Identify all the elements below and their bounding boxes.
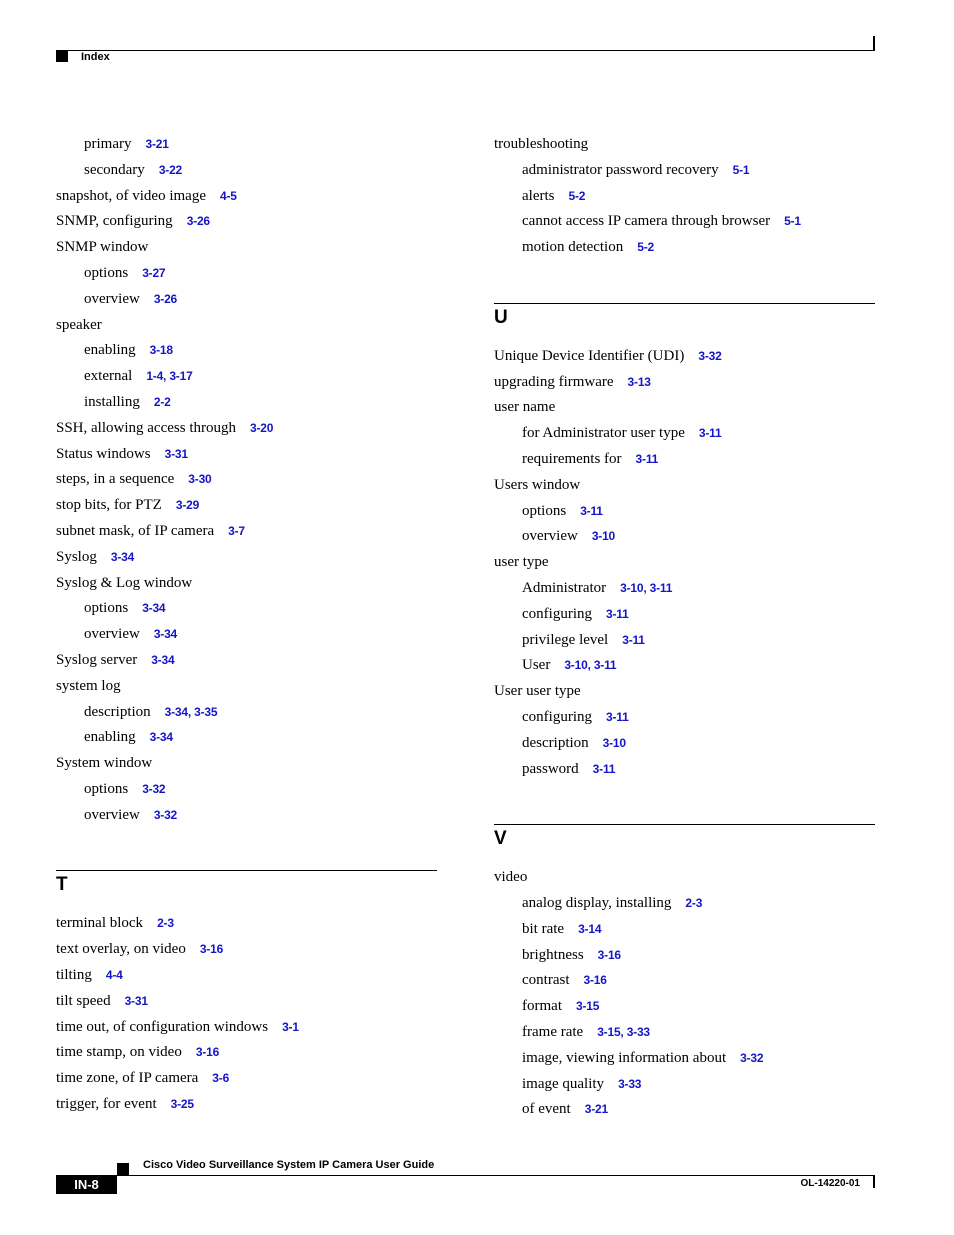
index-entry bbox=[56, 235, 437, 261]
page-reference-link[interactable]: 3-34 bbox=[142, 601, 166, 616]
index-term: SSH, allowing access through bbox=[56, 419, 236, 436]
index-term: of event bbox=[522, 1101, 571, 1118]
index-subentry bbox=[494, 602, 875, 628]
index-term: cannot access IP camera through browser bbox=[522, 213, 771, 230]
index-term: time out, of configuration windows bbox=[56, 1018, 269, 1035]
index-entry bbox=[56, 416, 437, 442]
page-reference-link[interactable]: 3-10, 3-11 bbox=[564, 658, 617, 673]
index-subentry bbox=[494, 1097, 875, 1123]
index-subentry bbox=[494, 994, 875, 1020]
index-subentry bbox=[494, 158, 875, 184]
page-reference-link[interactable]: 3-20 bbox=[249, 420, 274, 435]
index-term: image, viewing information about bbox=[522, 1049, 727, 1066]
page-reference-link[interactable]: 2-2 bbox=[153, 394, 171, 409]
index-entry bbox=[56, 571, 437, 597]
index-term: steps, in a sequence bbox=[56, 471, 175, 488]
index-term: secondary bbox=[84, 161, 145, 178]
index-term: options bbox=[522, 502, 567, 519]
index-entry bbox=[494, 865, 875, 891]
index-term: speaker bbox=[56, 316, 102, 333]
index-subentry bbox=[56, 261, 437, 287]
header-marker bbox=[56, 50, 68, 62]
index-subentry bbox=[56, 132, 437, 158]
section-gap bbox=[56, 829, 437, 855]
index-term: options bbox=[84, 780, 129, 797]
index-term: configuring bbox=[522, 708, 592, 725]
index-term: Status windows bbox=[56, 445, 151, 462]
page-reference-link[interactable]: 3-11 bbox=[592, 761, 616, 776]
page-reference-link[interactable]: 3-30 bbox=[188, 472, 212, 487]
index-term: subnet mask, of IP camera bbox=[56, 522, 215, 539]
page-reference-link[interactable]: 3-7 bbox=[228, 523, 245, 538]
page-reference-link[interactable]: 3-6 bbox=[212, 1071, 230, 1086]
footer-guide-title: Cisco Video Surveillance System IP Camera User Guide bbox=[143, 1159, 435, 1171]
page-reference-link[interactable]: 5-1 bbox=[732, 162, 750, 177]
index-term: administrator password recovery bbox=[522, 161, 719, 178]
index-term: enabling bbox=[84, 342, 136, 359]
footer-marker bbox=[117, 1163, 129, 1175]
index-entry bbox=[56, 545, 437, 571]
page-reference-link[interactable]: 3-11 bbox=[635, 451, 659, 466]
index-term: tilt speed bbox=[56, 992, 111, 1009]
index-entry bbox=[56, 313, 437, 339]
index-entry bbox=[56, 911, 437, 937]
index-term: Syslog bbox=[56, 548, 97, 565]
index-subentry bbox=[494, 576, 875, 602]
index-term: Administrator bbox=[522, 579, 607, 596]
index-entry bbox=[494, 344, 875, 370]
index-term: upgrading firmware bbox=[494, 373, 614, 390]
index-entry bbox=[56, 989, 437, 1015]
index-entry bbox=[494, 679, 875, 705]
index-entry bbox=[56, 184, 437, 210]
index-term: privilege level bbox=[522, 631, 609, 648]
header-rule bbox=[56, 50, 875, 51]
index-subentry bbox=[494, 917, 875, 943]
page-reference-link[interactable]: 3-34 bbox=[153, 627, 178, 642]
index-term: user type bbox=[494, 554, 549, 571]
index-term: Users window bbox=[494, 476, 581, 493]
index-term: for Administrator user type bbox=[522, 425, 685, 442]
section-gap bbox=[494, 261, 875, 287]
index-subentry bbox=[494, 499, 875, 525]
index-term: User user type bbox=[494, 683, 581, 700]
footer-page-number: IN-8 bbox=[56, 1175, 117, 1194]
page-reference-link[interactable]: 3-32 bbox=[698, 348, 722, 363]
index-subentry bbox=[494, 653, 875, 679]
index-term: troubleshooting bbox=[494, 136, 589, 152]
page-reference-link[interactable]: 3-25 bbox=[170, 1096, 194, 1111]
page-reference-link[interactable]: 1-4, 3-17 bbox=[146, 369, 193, 384]
index-column-right bbox=[494, 132, 875, 1123]
running-header: Index bbox=[81, 51, 110, 63]
index-term: Syslog server bbox=[56, 651, 138, 668]
index-entry bbox=[494, 395, 875, 421]
index-term: format bbox=[522, 998, 562, 1015]
index-entry bbox=[56, 674, 437, 700]
page-reference-link[interactable]: 3-15 bbox=[575, 999, 600, 1014]
index-entry bbox=[56, 648, 437, 674]
page-reference-link[interactable]: 3-26 bbox=[153, 291, 178, 306]
index-term: options bbox=[84, 600, 129, 617]
footer-rule-tick bbox=[873, 1175, 875, 1188]
index-subentry bbox=[494, 705, 875, 731]
index-subentry bbox=[494, 1072, 875, 1098]
index-subentry bbox=[56, 158, 437, 184]
section-letter-heading: V bbox=[494, 828, 507, 850]
index-term: SNMP, configuring bbox=[56, 213, 173, 230]
index-term: snapshot, of video image bbox=[56, 187, 206, 204]
index-entry bbox=[56, 1066, 437, 1092]
index-term: overview bbox=[522, 528, 578, 545]
index-term: text overlay, on video bbox=[56, 941, 186, 958]
page-reference-link[interactable]: 3-11 bbox=[605, 606, 629, 621]
index-entry bbox=[56, 519, 437, 545]
index-entry bbox=[56, 963, 437, 989]
section-letter-heading: T bbox=[56, 874, 68, 896]
page-reference-link[interactable]: 3-16 bbox=[199, 942, 224, 957]
section-entries bbox=[56, 903, 437, 1117]
page-reference-link[interactable]: 4-4 bbox=[105, 967, 123, 982]
page-reference-link[interactable]: 3-29 bbox=[175, 498, 200, 513]
page-reference-link[interactable]: 3-18 bbox=[149, 343, 173, 358]
page-reference-link[interactable]: 3-22 bbox=[158, 162, 183, 177]
page-reference-link[interactable]: 3-34, 3-35 bbox=[164, 704, 218, 719]
index-entry bbox=[494, 370, 875, 396]
page-reference-link[interactable]: 3-10, 3-11 bbox=[620, 580, 673, 595]
index-column-left bbox=[56, 132, 437, 1118]
index-term: brightness bbox=[522, 946, 584, 963]
index-term: configuring bbox=[522, 605, 592, 622]
page-reference-link[interactable]: 3-13 bbox=[627, 374, 651, 389]
page-reference-link[interactable]: 3-34 bbox=[110, 549, 135, 564]
index-term: options bbox=[84, 264, 129, 281]
index-subentry bbox=[494, 235, 875, 261]
index-entry bbox=[494, 550, 875, 576]
index-subentry bbox=[56, 700, 437, 726]
page-reference-link[interactable]: 3-21 bbox=[145, 137, 169, 151]
index-term: frame rate bbox=[522, 1023, 584, 1040]
index-term: overview bbox=[84, 290, 140, 307]
index-subentry bbox=[494, 891, 875, 917]
index-subentry bbox=[494, 968, 875, 994]
index-subentry bbox=[56, 287, 437, 313]
page-reference-link[interactable]: 3-34 bbox=[149, 730, 173, 745]
index-subentry bbox=[56, 725, 437, 751]
index-term: Syslog & Log window bbox=[56, 574, 193, 591]
index-term: motion detection bbox=[522, 239, 624, 256]
index-subentry bbox=[494, 731, 875, 757]
index-term: password bbox=[522, 760, 579, 777]
index-term: System window bbox=[56, 755, 153, 772]
index-subentry bbox=[494, 421, 875, 447]
page-reference-link[interactable]: 3-11 bbox=[605, 709, 629, 724]
index-subentry bbox=[494, 1046, 875, 1072]
index-entry bbox=[56, 751, 437, 777]
index-term: user name bbox=[494, 399, 556, 416]
section-entries bbox=[494, 857, 875, 1123]
page-reference-link[interactable]: 3-1 bbox=[282, 1019, 299, 1034]
page-reference-link[interactable]: 3-11 bbox=[580, 503, 603, 518]
page-reference-link[interactable]: 3-10 bbox=[602, 735, 626, 750]
section-gap bbox=[494, 782, 875, 808]
index-term: description bbox=[84, 703, 151, 720]
page-reference-link[interactable]: 3-32 bbox=[740, 1050, 764, 1065]
header-rule-tick bbox=[873, 36, 875, 50]
index-term: enabling bbox=[84, 729, 136, 746]
index-term: overview bbox=[84, 626, 140, 643]
index-subentry bbox=[494, 757, 875, 783]
page-reference-link[interactable]: 3-21 bbox=[584, 1102, 608, 1117]
index-subentry bbox=[494, 943, 875, 969]
index-term: terminal block bbox=[56, 915, 144, 932]
index-term: installing bbox=[84, 393, 140, 410]
index-term: SNMP window bbox=[56, 239, 149, 256]
index-entry bbox=[56, 1040, 437, 1066]
index-subentry bbox=[56, 364, 437, 390]
page-reference-link[interactable]: 3-26 bbox=[186, 214, 210, 229]
page-reference-link[interactable]: 3-34 bbox=[151, 652, 175, 667]
index-entry bbox=[56, 1092, 437, 1118]
page-reference-link[interactable]: 3-10 bbox=[591, 529, 616, 544]
section-letter-heading: U bbox=[494, 306, 508, 328]
index-subentry bbox=[56, 390, 437, 416]
page-reference-link[interactable]: 4-5 bbox=[219, 188, 237, 203]
index-subentry bbox=[494, 209, 875, 235]
page-reference-link[interactable]: 3-32 bbox=[142, 781, 166, 796]
page-reference-link[interactable]: 3-16 bbox=[597, 947, 621, 962]
index-term: time zone, of IP camera bbox=[56, 1070, 199, 1087]
index-term: tilting bbox=[56, 966, 92, 983]
index-entry bbox=[56, 1015, 437, 1041]
index-entry bbox=[56, 209, 437, 235]
page-reference-link[interactable]: 3-15, 3-33 bbox=[597, 1024, 650, 1039]
page-reference-link[interactable]: 3-14 bbox=[578, 921, 602, 936]
page-reference-link[interactable]: 3-31 bbox=[124, 993, 148, 1008]
page-reference-link[interactable]: 3-16 bbox=[195, 1045, 220, 1060]
page-reference-link[interactable]: 3-16 bbox=[583, 973, 607, 988]
index-term: trigger, for event bbox=[56, 1095, 157, 1112]
index-subentry bbox=[494, 184, 875, 210]
index-term: Unique Device Identifier (UDI) bbox=[494, 347, 685, 364]
footer-rule bbox=[117, 1175, 875, 1176]
index-term: User bbox=[522, 657, 551, 674]
index-term: primary bbox=[84, 136, 132, 152]
index-subentry bbox=[56, 777, 437, 803]
index-subentry bbox=[56, 338, 437, 364]
index-term: bit rate bbox=[522, 920, 565, 937]
index-section bbox=[56, 870, 437, 1117]
index-term: alerts bbox=[522, 187, 555, 204]
page-reference-link[interactable]: 5-2 bbox=[568, 188, 586, 203]
index-entry bbox=[56, 937, 437, 963]
index-entry bbox=[494, 473, 875, 499]
page-reference-link[interactable]: 5-1 bbox=[784, 214, 801, 229]
page-reference-link[interactable]: 5-2 bbox=[637, 240, 654, 255]
page-reference-link[interactable]: 2-3 bbox=[157, 916, 174, 931]
index-term: analog display, installing bbox=[522, 894, 672, 911]
index-term: system log bbox=[56, 677, 121, 694]
page-reference-link[interactable]: 3-11 bbox=[698, 426, 722, 441]
index-subentry bbox=[56, 803, 437, 829]
page-reference-link[interactable]: 2-3 bbox=[685, 895, 703, 910]
index-term: external bbox=[84, 368, 133, 385]
page-reference-link[interactable]: 3-32 bbox=[153, 807, 178, 822]
index-subentry bbox=[494, 628, 875, 654]
page-reference-link[interactable]: 3-27 bbox=[142, 265, 166, 280]
index-subentry bbox=[494, 1020, 875, 1046]
page-reference-link[interactable]: 3-31 bbox=[164, 446, 188, 461]
index-term: image quality bbox=[522, 1075, 605, 1092]
index-term: contrast bbox=[522, 972, 570, 989]
page-reference-link[interactable]: 3-33 bbox=[618, 1076, 642, 1091]
index-section bbox=[494, 824, 875, 1123]
index-section bbox=[494, 303, 875, 783]
index-term: time stamp, on video bbox=[56, 1044, 182, 1061]
index-term: requirements for bbox=[522, 450, 622, 467]
section-entries bbox=[494, 336, 875, 783]
index-term: description bbox=[522, 734, 589, 751]
index-subentry bbox=[494, 447, 875, 473]
index-subentry bbox=[56, 596, 437, 622]
index-entry bbox=[56, 442, 437, 468]
index-subentry bbox=[494, 524, 875, 550]
index-term: stop bits, for PTZ bbox=[56, 497, 162, 514]
footer-doc-number: OL-14220-01 bbox=[800, 1178, 860, 1189]
page-reference-link[interactable]: 3-11 bbox=[622, 632, 645, 647]
index-term: video bbox=[494, 869, 528, 886]
index-term: overview bbox=[84, 806, 140, 823]
index-subentry bbox=[56, 622, 437, 648]
index-entry bbox=[494, 132, 875, 158]
index-entry bbox=[56, 467, 437, 493]
index-entry bbox=[56, 493, 437, 519]
